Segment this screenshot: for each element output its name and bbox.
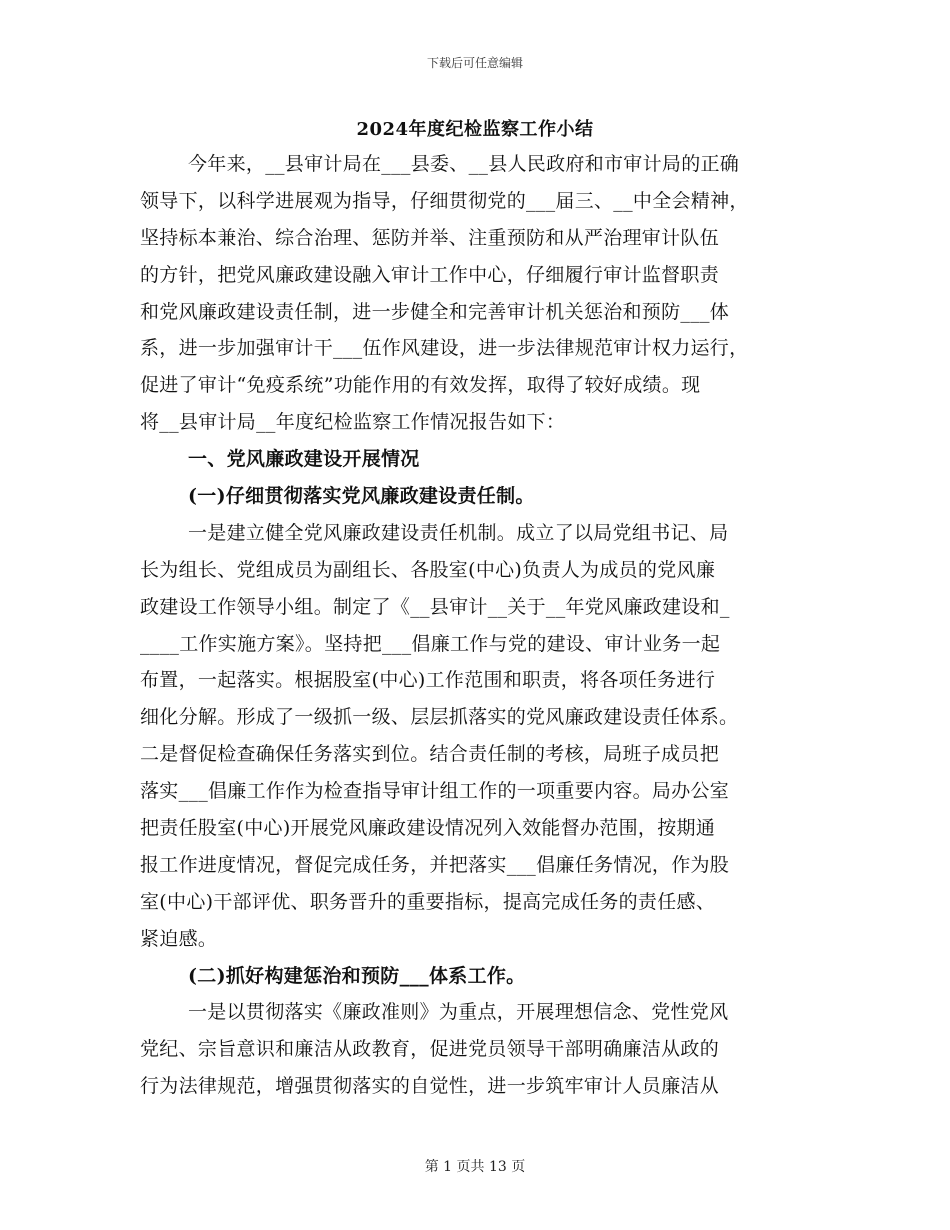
body-line: 将__县审计局__年度纪检监察工作情况报告如下： bbox=[140, 411, 566, 434]
subsection-heading: (二)抓好构建惩治和预防___体系工作。 bbox=[188, 964, 526, 987]
document-body bbox=[140, 146, 816, 1105]
subsection-heading: (一)仔细贯彻落实党风廉政建设责任制。 bbox=[188, 485, 535, 508]
body-line: 和党风廉政建设责任制，进一步健全和完善审计机关惩治和预防___体 bbox=[140, 300, 730, 323]
body-line: 紧迫感。 bbox=[140, 927, 218, 950]
body-line: 党纪、宗旨意识和廉洁从政教育，促进党员领导干部明确廉洁从政的 bbox=[140, 1038, 720, 1061]
body-line: 落实___倡廉工作作为检查指导审计组工作的一项重要内容。局办公室 bbox=[140, 780, 730, 803]
body-line: 促进了审计“免疫系统”功能作用的有效发挥，取得了较好成绩。现 bbox=[140, 374, 701, 397]
body-line: 今年来，__县审计局在___县委、__县人民政府和市审计局的正确 bbox=[188, 153, 740, 175]
header-note: 下载后可任意编辑 bbox=[426, 56, 523, 70]
body-line: 领导下，以科学进展观为指导，仔细贯彻党的___届三、__中全会精神， bbox=[140, 189, 749, 212]
body-line: 一是建立健全党风廉政建设责任机制。成立了以局党组书记、局 bbox=[188, 521, 729, 544]
body-line: 长为组长、党组成员为副组长、各股室(中心)负责人为成员的党风廉 bbox=[140, 558, 716, 581]
body-line: 室(中心)干部评优、职务晋升的重要指标，提高完成任务的责任感、 bbox=[140, 890, 716, 913]
body-line: 布置，一起落实。根据股室(中心)工作范围和职责，将各项任务进行 bbox=[140, 669, 716, 692]
body-line: 政建设工作领导小组。制定了《__县审计__关于__年党风廉政建设和_ bbox=[140, 595, 730, 618]
body-line: ____工作实施方案》。坚持把___倡廉工作与党的建设、审计业务一起 bbox=[140, 632, 721, 655]
body-line: 系，进一步加强审计干___伍作风建设，进一步法律规范审计权力运行， bbox=[140, 337, 749, 360]
document-title: 2024年度纪检监察工作小结 bbox=[356, 119, 594, 140]
body-line: 细化分解。形成了一级抓一级、层层抓落实的党风廉政建设责任体系。 bbox=[140, 706, 739, 729]
page-number: 第 1 页共 13 页 bbox=[424, 1159, 526, 1175]
body-line: 二是督促检查确保任务落实到位。结合责任制的考核，局班子成员把 bbox=[140, 743, 720, 766]
body-line: 行为法律规范，增强贯彻落实的自觉性，进一步筑牢审计人员廉洁从 bbox=[140, 1075, 720, 1098]
section-heading: 一、党风廉政建设开展情况 bbox=[188, 448, 420, 471]
body-line: 把责任股室(中心)开展党风廉政建设情况列入效能督办范围，按期通 bbox=[140, 817, 716, 840]
body-line: 坚持标本兼治、综合治理、惩防并举、注重预防和从严治理审计队伍 bbox=[140, 226, 720, 249]
body-line: 报工作进度情况，督促完成任务，并把落实___倡廉任务情况，作为股 bbox=[140, 853, 730, 876]
body-line: 的方针，把党风廉政建设融入审计工作中心，仔细履行审计监督职责 bbox=[140, 263, 720, 286]
body-line: 一是以贯彻落实《廉政准则》为重点，开展理想信念、党性党风 bbox=[188, 1001, 729, 1024]
